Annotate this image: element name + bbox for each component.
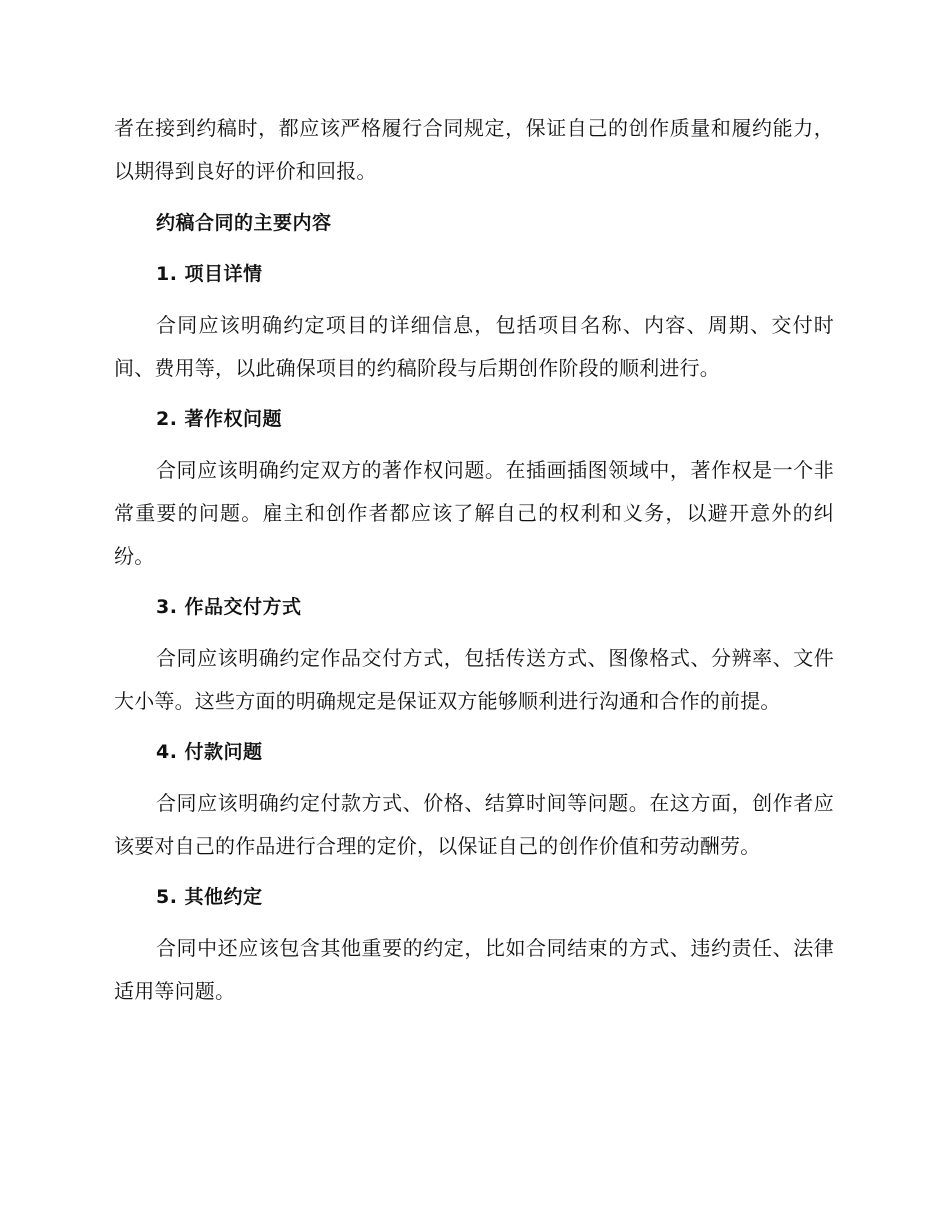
spacer	[114, 919, 834, 927]
item-body-1: 合同应该明确约定项目的详细信息，包括项目名称、内容、周期、交付时间、费用等，以此确保项目的约稿阶段与后期创作阶段的顺利进行。	[114, 313, 834, 380]
item-heading-1: 1. 项目详情	[156, 263, 263, 285]
document-page	[114, 107, 834, 1013]
item-heading-3: 3. 作品交付方式	[156, 596, 302, 618]
item-body-2: 合同应该明确约定双方的著作权问题。在插画插图领域中，著作权是一个非常重要的问题。雇主和创作者都应该了解自己的权利和义务，以避开意外的纠纷。	[114, 458, 834, 568]
item-body-3: 合同应该明确约定作品交付方式，包括传送方式、图像格式、分辨率、文件大小等。这些方面的明确规定是保证双方能够顺利进行沟通和合作的前提。	[114, 646, 834, 713]
item-heading-2: 2. 著作权问题	[156, 408, 283, 430]
spacer	[114, 629, 834, 637]
spacer	[114, 245, 834, 253]
spacer	[114, 390, 834, 398]
spacer	[114, 774, 834, 782]
item-heading-5: 5. 其他约定	[156, 886, 263, 908]
spacer	[114, 296, 834, 304]
spacer	[114, 578, 834, 586]
item-body-5: 合同中还应该包含其他重要的约定，比如合同结束的方式、违约责任、法律适用等问题。	[114, 936, 834, 1003]
item-body-4: 合同应该明确约定付款方式、价格、结算时间等问题。在这方面，创作者应该要对自己的作品进行合理的定价，以保证自己的创作价值和劳动酬劳。	[114, 791, 834, 858]
section-title: 约稿合同的主要内容	[156, 212, 332, 234]
item-heading-4: 4. 付款问题	[156, 741, 263, 763]
intro-paragraph: 者在接到约稿时，都应该严格履行合同规定，保证自己的创作质量和履约能力，以期得到良好的评价和回报。	[114, 116, 834, 183]
spacer	[114, 193, 834, 202]
spacer	[114, 723, 834, 731]
spacer	[114, 868, 834, 876]
spacer	[114, 441, 834, 449]
